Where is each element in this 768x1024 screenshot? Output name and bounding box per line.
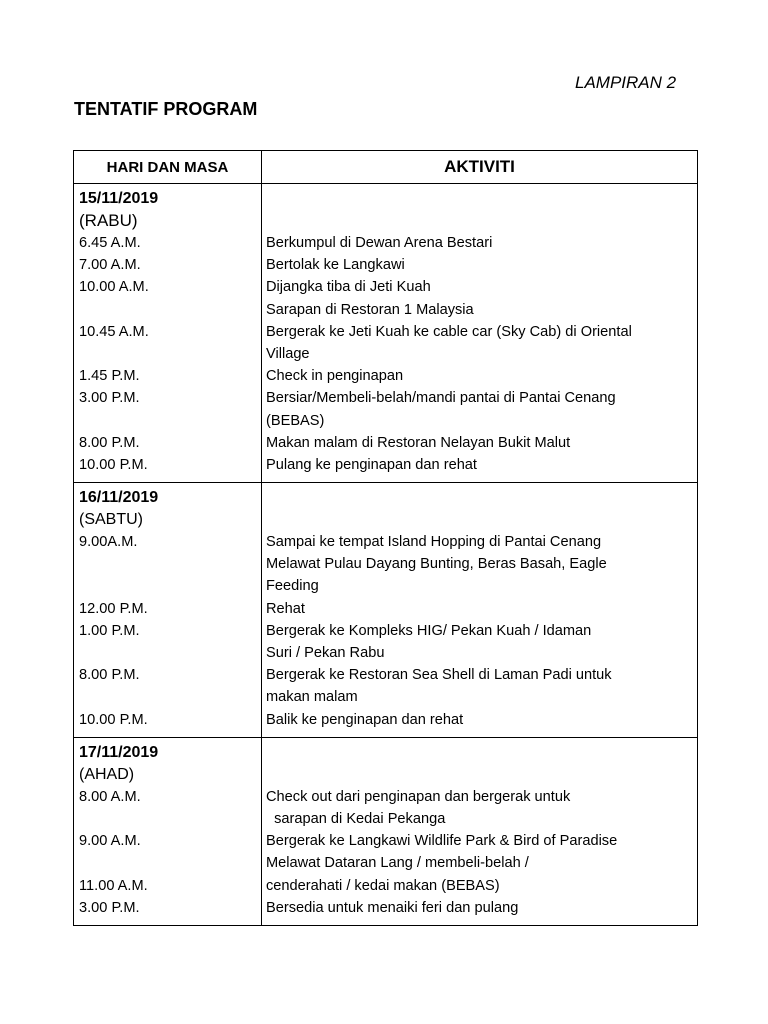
time-item: 9.00A.M. [79,534,138,551]
activity-item: Dijangka tiba di Jeti Kuah [266,279,431,296]
activity-item: sarapan di Kedai Pekanga [266,810,446,827]
time-item: 12.00 P.M. [79,600,148,617]
activity-item: Rehat [266,600,305,617]
activity-item: makan malam [266,689,358,706]
day-date: 15/11/2019 [79,190,159,207]
activity-item: Bergerak ke Restoran Sea Shell di Laman Padi untuk [266,667,612,684]
day-date: 17/11/2019 [79,743,159,761]
time-item: 8.00 P.M. [79,667,140,684]
day-row-1 [74,184,698,483]
time-item [79,808,261,830]
time-item: 9.00 A.M. [79,833,141,850]
day-name: (AHAD) [79,765,135,783]
activity-item: Bergerak ke Kompleks HIG/ Pekan Kuah / Idaman [266,622,592,639]
activity-item: Balik ke penginapan dan rehat [266,711,464,728]
header-day-time: HARI DAN MASA [74,151,262,184]
activity-item: Village [266,345,310,362]
activity-item: Bersedia untuk menaiki feri dan pulang [266,899,519,916]
day-row-2 [74,483,698,738]
activity-cell [262,737,698,925]
day-name: (RABU) [79,211,138,230]
time-item [79,343,261,365]
time-item [79,553,261,575]
activity-item: Bergerak ke Jeti Kuah ke cable car (Sky Cab) di Oriental [266,323,632,340]
time-item [79,299,261,321]
activity-item: Check in penginapan [266,368,404,385]
time-item: 3.00 P.M. [79,899,140,916]
activity-item: cenderahati / kedai makan (BEBAS) [266,877,500,894]
activity-spacer [266,487,697,531]
activity-cell [262,184,698,483]
time-item: 6.45 A.M. [79,235,141,251]
activity-item: Suri / Pekan Rabu [266,645,385,661]
activity-item: Melawat Pulau Dayang Bunting, Beras Basah, Eagle [266,556,607,573]
activity-item: Check out dari penginapan dan bergerak untuk [266,788,571,805]
activity-item: Bertolak ke Langkawi [266,257,405,274]
schedule-table [73,150,698,926]
time-item [79,852,261,874]
time-item [79,686,261,708]
time-item: 1.45 P.M. [79,368,140,385]
activity-item: Sampai ke tempat Island Hopping di Pantai Cenang [266,534,602,551]
activity-item: Berkumpul di Dewan Arena Bestari [266,235,493,251]
appendix-label: LAMPIRAN 2 [575,73,677,92]
activity-item: Bergerak ke Langkawi Wildlife Park & Bird of Paradise [266,833,618,850]
activity-cell [262,483,698,738]
time-item [79,410,261,432]
day-cell [74,483,262,738]
activity-item: Feeding [266,578,319,595]
time-item: 3.00 P.M. [79,390,140,407]
time-item: 8.00 P.M. [79,434,140,451]
day-date: 16/11/2019 [79,489,159,507]
day-cell [74,184,262,483]
time-item: 10.00 P.M. [79,711,148,728]
activity-item: Makan malam di Restoran Nelayan Bukit Malut [266,434,571,451]
time-item: 1.00 P.M. [79,622,140,639]
activity-item: Pulang ke penginapan dan rehat [266,456,477,473]
activity-spacer [266,742,697,786]
table-header-row [74,151,698,184]
activity-item: Melawat Dataran Lang / membeli-belah / [266,855,529,872]
header-activity: AKTIVITI [262,151,698,184]
activity-item: Sarapan di Restoran 1 Malaysia [266,301,474,318]
time-item: 7.00 A.M. [79,257,141,274]
page-title: TENTATIF PROGRAM [74,99,258,119]
time-item: 10.00 A.M. [79,279,149,296]
day-cell [74,737,262,925]
day-row-3 [74,737,698,925]
time-item [79,642,261,664]
time-item: 10.00 P.M. [79,456,148,473]
time-item: 10.45 A.M. [79,323,149,340]
time-item [79,575,261,597]
time-item: 11.00 A.M. [79,877,148,894]
time-item: 8.00 A.M. [79,788,141,805]
activity-spacer [266,188,697,232]
activity-item: Bersiar/Membeli-belah/mandi pantai di Pantai Cenang [266,390,616,407]
activity-item: (BEBAS) [266,412,325,429]
day-name: (SABTU) [79,511,143,529]
